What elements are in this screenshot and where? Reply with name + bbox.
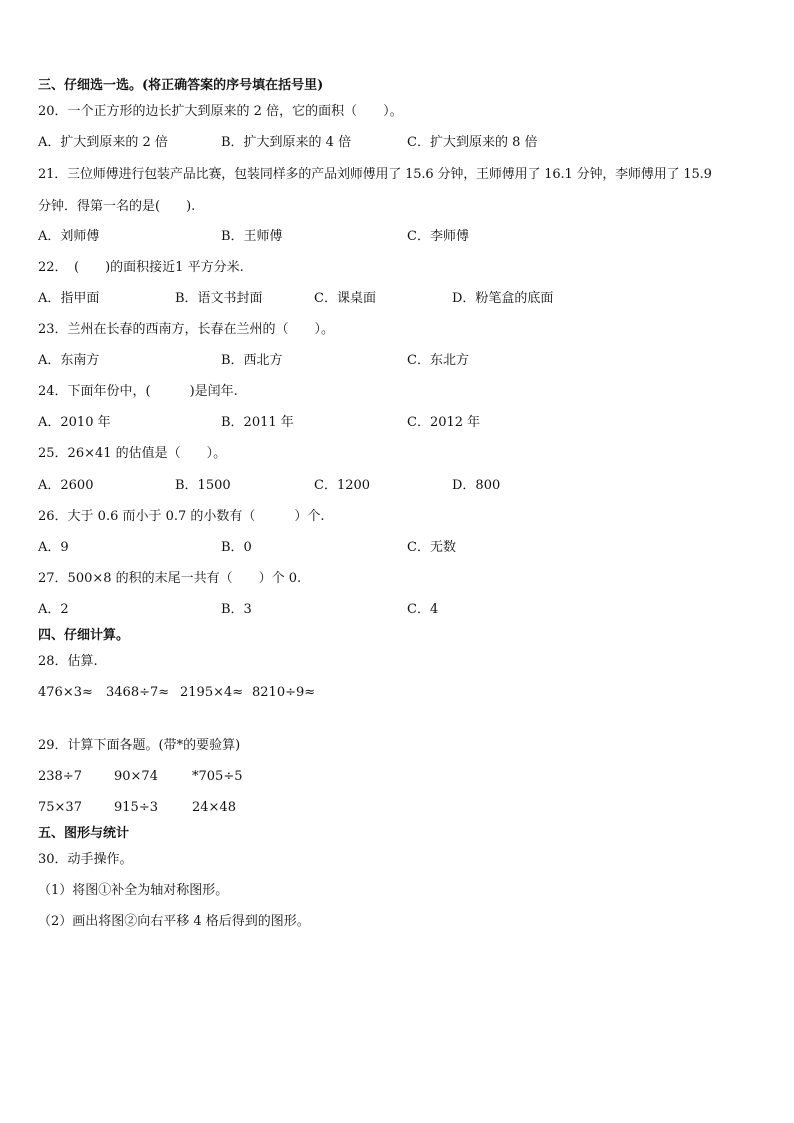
q21-option-c: C．李师傅	[407, 229, 469, 244]
q29-row2-item-3: 24×48	[192, 800, 236, 815]
q20-option-b: B．扩大到原来的 4 倍	[221, 135, 352, 150]
q24-option-b: B．2011 年	[221, 415, 294, 430]
q27-option-a: A．2	[38, 602, 69, 617]
q27-option-c: C．4	[407, 602, 439, 617]
q25-option-a: A．2600	[38, 478, 94, 493]
question-20-stem: 20．一个正方形的边长扩大到原来的 2 倍，它的面积（ ）。	[38, 104, 403, 119]
q24-option-c: C．2012 年	[407, 415, 481, 430]
question-29-stem: 29．计算下面各题。(带*的要验算)	[38, 738, 241, 753]
q29-row1-item-1: 238÷7	[38, 769, 82, 784]
q29-row2-item-1: 75×37	[38, 800, 82, 815]
q22-option-a: A．指甲面	[38, 291, 100, 306]
question-27-stem: 27．500×8 的积的末尾一共有（ ）个 0.	[38, 571, 302, 586]
q23-option-c: C．东北方	[407, 353, 469, 368]
q26-option-b: B．0	[221, 540, 252, 555]
question-23-stem: 23．兰州在长春的西南方，长春在兰州的（ ）。	[38, 322, 335, 337]
q22-option-d: D．粉笔盒的底面	[452, 291, 554, 306]
q20-option-c: C．扩大到原来的 8 倍	[407, 135, 538, 150]
q29-row2-item-2: 915÷3	[114, 800, 158, 815]
q27-option-b: B．3	[221, 602, 252, 617]
q29-row1-item-3: *705÷5	[192, 769, 243, 784]
q25-option-b: B．1500	[175, 478, 231, 493]
q28-item-1: 476×3≈	[38, 685, 93, 700]
q23-option-b: B．西北方	[221, 353, 283, 368]
section-5-heading: 五、图形与统计	[38, 826, 130, 841]
question-24-stem: 24．下面年份中，( )是闰年.	[38, 384, 238, 399]
q25-option-d: D．800	[452, 478, 501, 493]
question-26-stem: 26．大于 0.6 而小于 0.7 的小数有（ ）个.	[38, 509, 325, 524]
question-30-stem: 30．动手操作。	[38, 852, 133, 867]
q20-option-a: A．扩大到原来的 2 倍	[38, 135, 168, 150]
section-4-heading: 四、仔细计算。	[38, 628, 130, 643]
q22-option-c: C．课桌面	[314, 291, 376, 306]
question-30-sub-2: （2）画出将图②向右平移 4 格后得到的图形。	[38, 914, 310, 929]
q25-option-c: C．1200	[314, 478, 371, 493]
section-3-heading: 三、仔细选一选。(将正确答案的序号填在括号里)	[38, 78, 324, 93]
question-21-stem-line1: 21．三位师傅进行包装产品比赛，包装同样多的产品刘师傅用了 15.6 分钟，王师傅用了 16.1 分钟，李师傅用了 15.9	[38, 167, 712, 182]
q21-option-b: B．王师傅	[221, 229, 283, 244]
q29-row1-item-2: 90×74	[114, 769, 158, 784]
q22-option-b: B．语文书封面	[175, 291, 263, 306]
q21-option-a: A．刘师傅	[38, 229, 100, 244]
question-22-stem: 22． ( )的面积接近1 平方分米.	[38, 260, 244, 275]
question-30-sub-1: （1）将图①补全为轴对称图形。	[38, 883, 229, 898]
q26-option-a: A．9	[38, 540, 69, 555]
question-25-stem: 25．26×41 的估值是（ ）。	[38, 446, 227, 461]
q23-option-a: A．东南方	[38, 353, 100, 368]
question-28-stem: 28．估算.	[38, 654, 98, 669]
q28-item-2: 3468÷7≈	[106, 685, 170, 700]
question-21-stem-line2: 分钟．得第一名的是( ).	[38, 199, 196, 214]
q24-option-a: A．2010 年	[38, 415, 111, 430]
q26-option-c: C．无数	[407, 540, 456, 555]
q28-item-4: 8210÷9≈	[252, 685, 316, 700]
q28-item-3: 2195×4≈	[180, 685, 244, 700]
